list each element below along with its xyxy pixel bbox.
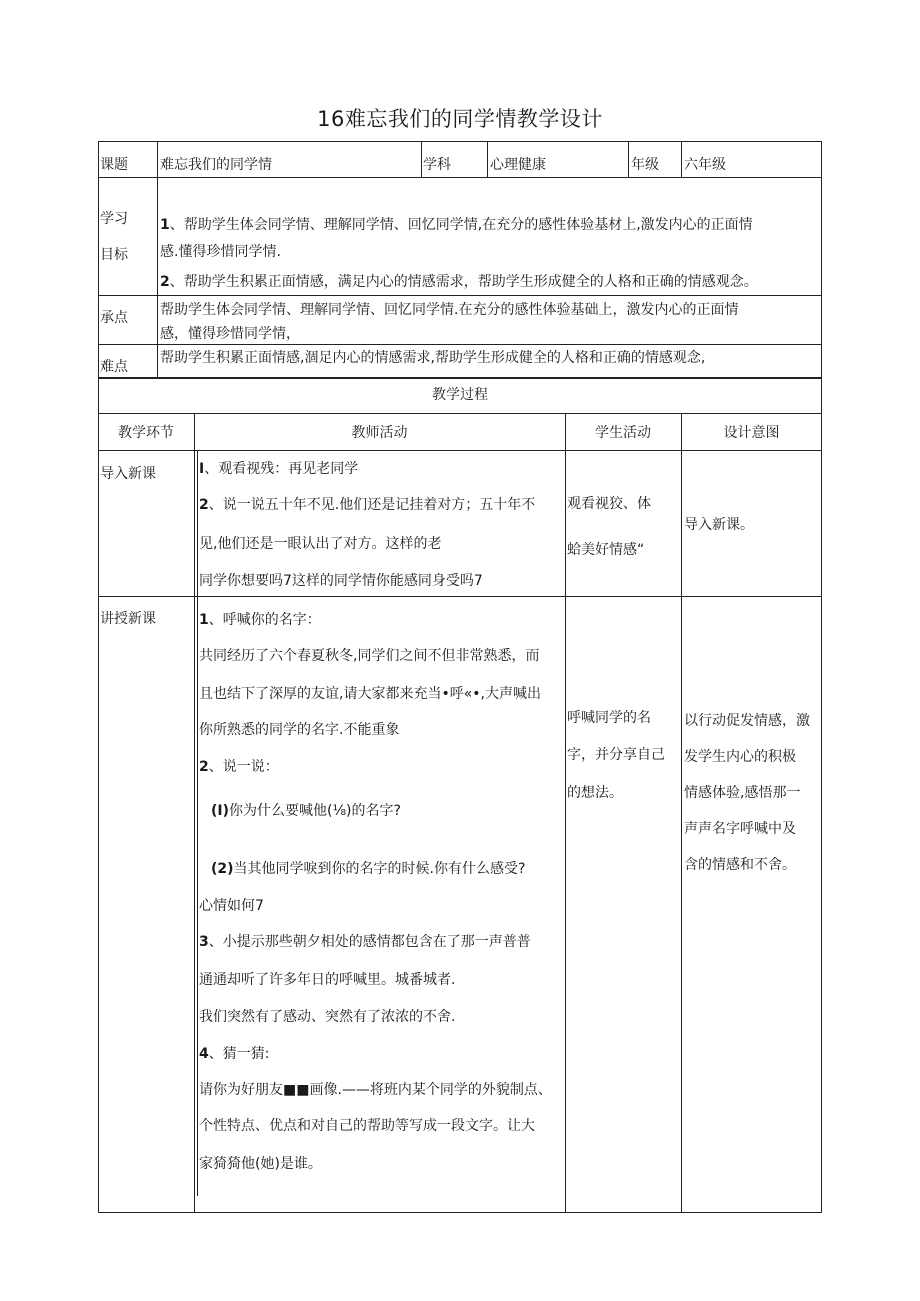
teacher-activity-line: 3、小提示那些朝夕相处的感情都包含在了那一声普普 [199, 934, 531, 950]
teacher-activity-line: 同学你想要吗7这样的同学情你能感同身受吗7 [199, 573, 483, 589]
student-activity-line: 的想法。 [567, 785, 623, 801]
teacher-activity-line: 4、猜一猜: [199, 1046, 270, 1062]
teacher-activity-line: 心情如何7 [199, 898, 264, 914]
key-point-label: 承点 [100, 310, 128, 326]
row-divider [98, 450, 822, 451]
stage-lecture: 讲授新课 [100, 611, 156, 627]
teacher-activity-line: 且也结下了深厚的友谊,请大家都来充当•呼«•,大声喊出 [199, 686, 541, 702]
grade-value: 六年级 [684, 157, 726, 173]
row-divider [98, 177, 822, 178]
teacher-activity-line: 你所熟悉的同学的名字.不能重象 [199, 722, 400, 738]
teacher-activity-line: 家猗猗他(她)是谁。 [199, 1156, 322, 1172]
col-divider [565, 413, 566, 1213]
header-stage: 教学环节 [118, 425, 174, 441]
teacher-activity-line: 请你为好朋友■■画像.——将班内某个同学的外貌制点、 [199, 1082, 552, 1098]
grade-label: 年级 [631, 157, 659, 173]
col-divider [197, 450, 198, 1196]
student-activity-line: 呼喊同学的名 [567, 710, 651, 726]
objectives-label: 学习 [100, 211, 128, 227]
row-divider [98, 295, 822, 296]
design-intent: 导入新课。 [684, 517, 754, 533]
row-divider [98, 344, 822, 345]
course-value: 难忘我们的同学情 [160, 157, 272, 173]
objective-item-cont: 感.懂得珍惜同学情. [160, 244, 281, 260]
teacher-activity-line: (2)当其他同学唳到你的名字的时候.你有什么感受? [211, 861, 526, 877]
col-divider [681, 413, 682, 1213]
difficult-point-label: 难点 [100, 359, 128, 375]
difficult-point-text: 帮助学生积累正面情感,涸足内心的情感需求,帮助学生形成健全的人格和正确的情感观念, [160, 350, 706, 366]
key-point-text: 帮助学生体会同学情、理解同学情、回忆同学情.在充分的感性体验基础上，激发内心的正面情 [160, 302, 739, 318]
teacher-activity-line: 个性特点、优点和对自己的帮助等写成一段文字。让大 [199, 1118, 535, 1134]
objective-item: 2、帮助学生积累正面情感，满足内心的情感需求，帮助学生形成健全的人格和正确的情感观念。 [160, 274, 758, 290]
design-intent-line: 发学生内心的积极 [684, 749, 796, 765]
stage-intro: 导入新课 [100, 466, 156, 482]
col-divider [681, 141, 682, 177]
student-activity-line: 蛤美好情感“ [567, 542, 645, 558]
subject-label: 学科 [423, 157, 451, 173]
teacher-activity-line: (I)你为什么要喊他(⅛)的名字? [211, 803, 401, 819]
header-student: 学生活动 [595, 425, 651, 441]
teacher-activity-line: I、观看视残：再见老同学 [199, 461, 359, 477]
student-activity-line: 观看视狡、体 [567, 496, 651, 512]
design-intent-line: 以行动促发情感，激 [684, 713, 810, 729]
objective-item: 1、帮助学生体会同学情、理解同学情、回忆同学情,在充分的感性体验基材上,激发内心的正面情 [160, 217, 753, 233]
design-intent-line: 情感体验,感悟那一 [684, 785, 801, 801]
header-teacher: 教师活动 [351, 425, 408, 441]
teacher-activity-line: 我们突然有了感动、突然有了浓浓的不舍. [199, 1009, 456, 1025]
teacher-activity-line: 共同经历了六个春夏秋冬,同学们之间不但非常熟悉，而 [199, 648, 540, 664]
header-intent: 设计意图 [723, 425, 780, 441]
objectives-label: 目标 [100, 247, 128, 263]
teacher-activity-line: 2、说一说： [199, 759, 279, 775]
teacher-activity-line: 见,他们还是一眼认出了对方。这样的老 [199, 536, 442, 552]
col-divider [628, 141, 629, 177]
course-label: 课题 [100, 157, 128, 173]
design-intent-line: 声声名字呼喊中及 [684, 821, 796, 837]
col-divider [157, 141, 158, 378]
teacher-activity-line: 2、说一说五十年不见.他们还是记挂着对方；五十年不 [199, 497, 536, 513]
row-divider [98, 596, 822, 597]
student-activity-line: 字，并分享自己 [567, 747, 665, 763]
col-divider [487, 141, 488, 177]
page-title: 16难忘我们的同学情教学设计 [317, 107, 603, 131]
teacher-activity-line: 1、呼喊你的名字： [199, 612, 321, 628]
teacher-activity-line: 通通却听了许多年日的呼喊里。城番城者. [199, 972, 456, 988]
key-point-text: 感，懂得珍惜同学情， [160, 326, 300, 342]
process-title: 教学过程 [432, 387, 488, 403]
row-divider [98, 413, 822, 414]
subject-value: 心理健康 [490, 157, 546, 173]
design-intent-line: 含的情感和不舍。 [684, 857, 796, 873]
col-divider [421, 141, 422, 177]
col-divider [194, 413, 195, 1213]
